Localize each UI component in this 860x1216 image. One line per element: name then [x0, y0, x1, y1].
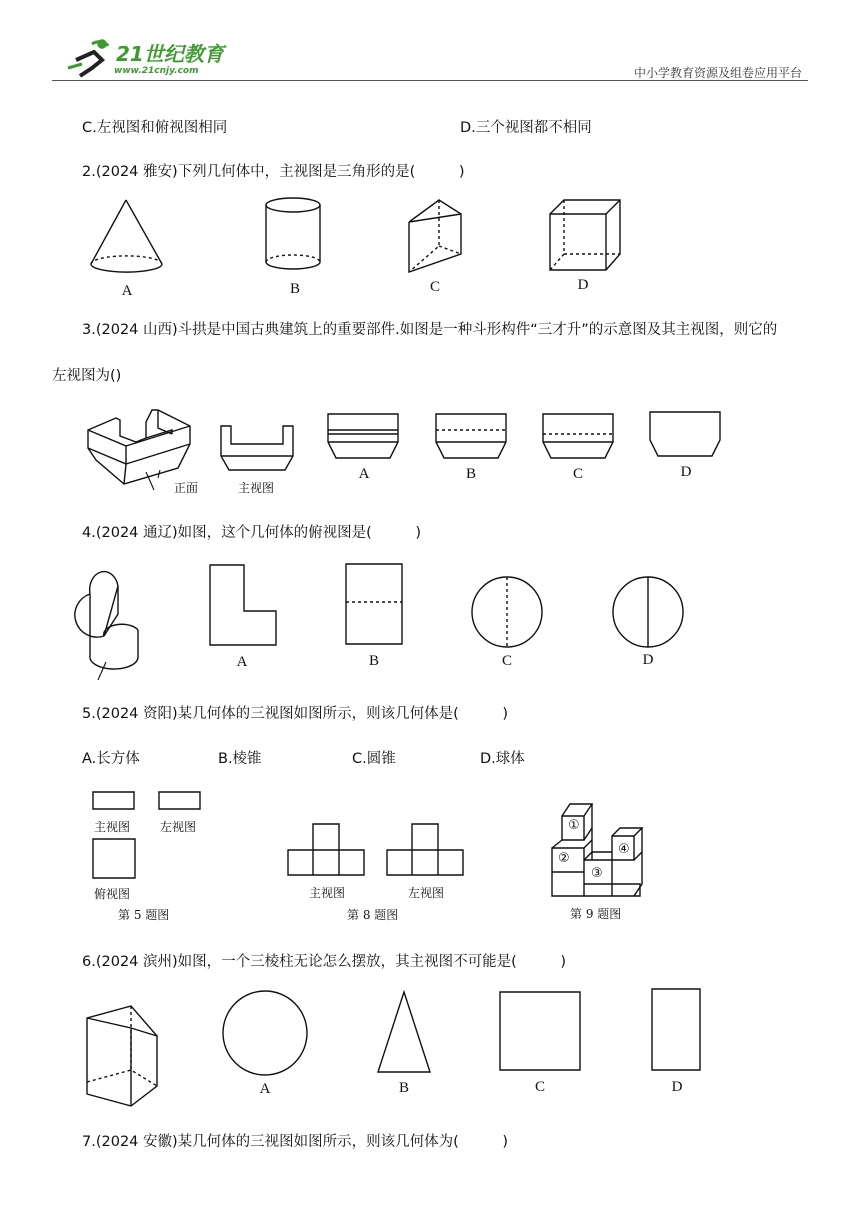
- q6-label-c: C: [534, 1079, 545, 1095]
- q6-label-b: B: [398, 1080, 409, 1096]
- q5-option-a: A.长方体: [82, 751, 140, 767]
- q3-stem-line1: 3.(2024 山西)斗拱是中国古典建筑上的重要部件.如图是一种斗形构件“三才升”的示意图及其主视图，则它的: [82, 322, 778, 338]
- logo-text: 21世纪教育: [116, 42, 224, 66]
- q2-label-a: A: [121, 283, 133, 299]
- fig5-main-label: 主视图: [94, 820, 131, 834]
- fig9-mark-4: ④: [618, 842, 630, 857]
- fig5-caption: 第 5 题图: [118, 908, 170, 922]
- q2-cylinder: [264, 196, 324, 276]
- q2-stem: 2.(2024 雅安)下列几何体中，主视图是三角形的是( ): [82, 164, 465, 180]
- q2-label-c: C: [429, 279, 440, 295]
- q6-option-d-view: [650, 987, 704, 1073]
- q3-front-label: 正面: [174, 481, 199, 495]
- fig8-main-label: 主视图: [309, 886, 346, 900]
- q3-option-d-view: [648, 410, 724, 460]
- fig5-left-view: [158, 791, 202, 811]
- q6-option-a-view: [221, 990, 311, 1078]
- fig9-caption: 第 9 题图: [570, 907, 622, 921]
- fig5-top-label: 俯视图: [94, 887, 131, 901]
- q4-label-c: C: [501, 653, 512, 669]
- q2-cone: [88, 198, 168, 278]
- fig8-main-view: [287, 822, 367, 878]
- q3-label-c: C: [572, 466, 583, 482]
- header-rule: [52, 80, 808, 81]
- fig9-mark-1: ①: [568, 818, 580, 833]
- q7-stem: 7.(2024 安徽)某几何体的三视图如图所示，则该几何体为( ): [82, 1134, 508, 1150]
- q3-main-view: [219, 424, 299, 474]
- q3-label-a: A: [358, 466, 370, 482]
- q2-cube: [548, 198, 624, 274]
- q3-option-c-view: [541, 412, 617, 462]
- logo-url: www.21cnjy.com: [114, 66, 199, 76]
- q4-option-c-view: [470, 575, 546, 651]
- header: [52, 36, 808, 82]
- q3-label-b: B: [465, 466, 476, 482]
- q1-option-c: C.左视图和俯视图相同: [82, 120, 228, 136]
- q4-label-a: A: [236, 654, 248, 670]
- q4-label-d: D: [642, 652, 654, 668]
- fig9-mark-2: ②: [558, 851, 570, 866]
- q6-triangular-prism: [85, 1002, 165, 1110]
- q4-label-b: B: [368, 653, 379, 669]
- q2-label-d: D: [577, 277, 589, 293]
- fig5-main-view: [92, 791, 136, 811]
- fig9-mark-3: ③: [591, 866, 603, 881]
- q3-main-view-label: 主视图: [238, 481, 275, 495]
- q6-label-a: A: [259, 1081, 271, 1097]
- q1-option-d: D.三个视图都不相同: [460, 120, 592, 136]
- platform-name: 中小学教育资源及组卷应用平台: [633, 66, 802, 80]
- fig9-cubes: [550, 800, 650, 900]
- runner-logo-icon: [62, 38, 122, 80]
- q3-option-b-view: [434, 412, 510, 462]
- q2-label-b: B: [289, 281, 300, 297]
- fig8-left-view: [386, 822, 466, 878]
- q4-solid: [88, 574, 148, 684]
- q6-label-d: D: [671, 1079, 683, 1095]
- q3-label-d: D: [680, 464, 692, 480]
- fig8-caption: 第 8 题图: [347, 908, 399, 922]
- q6-stem: 6.(2024 滨州)如图，一个三棱柱无论怎么摆放，其主视图不可能是( ): [82, 954, 566, 970]
- fig5-left-label: 左视图: [160, 820, 197, 834]
- q5-option-c: C.圆锥: [352, 751, 396, 767]
- q5-stem: 5.(2024 资阳)某几何体的三视图如图所示，则该几何体是( ): [82, 706, 508, 722]
- q6-option-c-view: [498, 990, 584, 1074]
- q3-option-a-view: [326, 412, 402, 462]
- q6-option-b-view: [376, 990, 432, 1074]
- q5-option-d: D.球体: [480, 751, 525, 767]
- q2-prism: [407, 196, 467, 276]
- q4-stem: 4.(2024 通辽)如图，这个几何体的俯视图是( ): [82, 525, 421, 541]
- q3-stem-line2: 左视图为(): [52, 368, 122, 384]
- fig5-top-view: [92, 838, 138, 880]
- q5-option-b: B.棱锥: [218, 751, 262, 767]
- q4-option-a-view: [208, 563, 280, 649]
- fig8-left-label: 左视图: [408, 886, 445, 900]
- q4-option-b-view: [344, 562, 404, 648]
- q4-option-d-view: [611, 575, 687, 651]
- q3-dougong-model: [86, 408, 196, 488]
